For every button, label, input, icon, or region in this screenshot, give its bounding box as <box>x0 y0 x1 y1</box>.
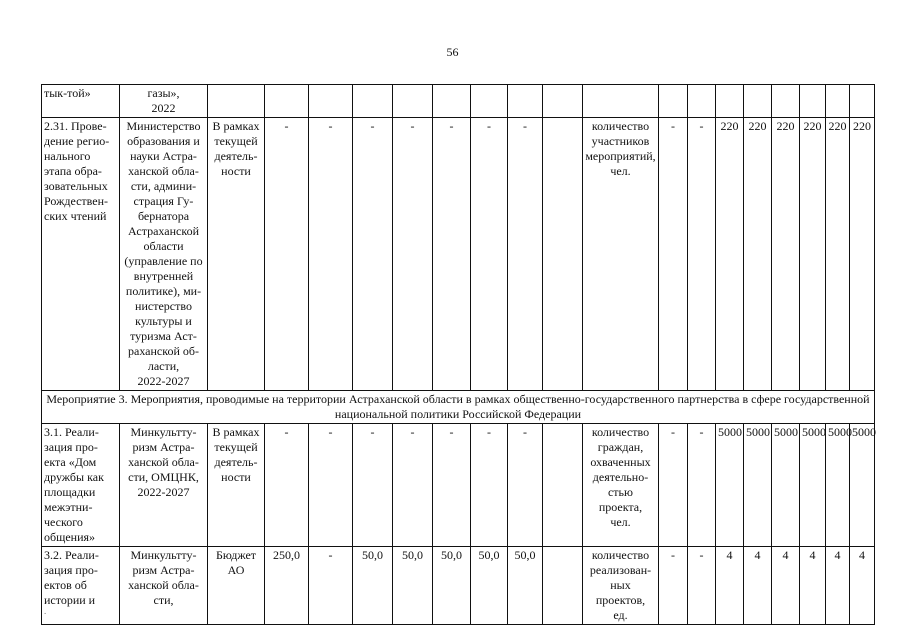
cell-finance: - <box>353 424 393 547</box>
cell-target: 5000 <box>772 424 800 547</box>
cell-finance: 50,0 <box>508 547 543 625</box>
cell-executor: Министерство образования и науки Астра- ханской обла- сти, админи- страция Гу- бернатора Астраханской области (управление по внутренней политике), ми- нистерство культуры и туризма Аст- раханской об- ласти, 2022-2027 <box>120 118 208 391</box>
cell-target: 220 <box>850 118 875 391</box>
cell-finance: 50,0 <box>471 547 508 625</box>
cell-base: - <box>659 118 688 391</box>
cell-target: 4 <box>716 547 744 625</box>
cell-finance: 50,0 <box>353 547 393 625</box>
cell-executor: Минкультту- ризм Астра- ханской обла- сти, ОМЦНК, 2022-2027 <box>120 424 208 547</box>
cell-indicator: количество участников мероприятий, чел. <box>583 118 659 391</box>
cell-name: 3.2. Реали- зация про- ектов об истории и <box>42 547 120 625</box>
cell-executor: газы», 2022 <box>120 85 208 118</box>
table-row-3-1 <box>42 424 875 547</box>
cell-target: 220 <box>772 118 800 391</box>
cell-finance: - <box>393 118 433 391</box>
cell-finance: - <box>508 118 543 391</box>
cell-target: 4 <box>744 547 772 625</box>
cell-finance: - <box>309 547 353 625</box>
cell-target: 4 <box>800 547 826 625</box>
table-row-3-2 <box>42 547 875 625</box>
cell-finance: - <box>309 424 353 547</box>
cell-finance: - <box>265 424 309 547</box>
cell-name: тык-той» <box>42 85 120 118</box>
cell-name: 3.1. Реали- зация про- екта «Дом дружбы как площадки межэтни- ческого общения» <box>42 424 120 547</box>
cell-finance: - <box>393 424 433 547</box>
cell-finance: - <box>353 118 393 391</box>
cell-target: 4 <box>772 547 800 625</box>
cell-target: 4 <box>826 547 850 625</box>
cell-finance: - <box>309 118 353 391</box>
scan-mark: . <box>44 606 47 616</box>
cell-source: Бюджет АО <box>208 547 265 625</box>
cell-finance: - <box>508 424 543 547</box>
cell-base: - <box>659 424 688 547</box>
cell-finance: 50,0 <box>433 547 471 625</box>
cell-source: В рамках текущей деятель- ности <box>208 424 265 547</box>
cell-finance: - <box>471 118 508 391</box>
cell-finance: - <box>433 118 471 391</box>
section-heading-row <box>42 391 875 424</box>
cell-finance: 50,0 <box>393 547 433 625</box>
cell-target: 5000 <box>800 424 826 547</box>
cell-target: 4 <box>850 547 875 625</box>
cell-target: 5000 <box>850 424 875 547</box>
cell-target: 5000 <box>826 424 850 547</box>
cell-finance: - <box>471 424 508 547</box>
cell-finance: - <box>265 118 309 391</box>
cell-target: 5000 <box>744 424 772 547</box>
cell-indicator: количество граждан, охваченных деятельно- стью проекта, чел. <box>583 424 659 547</box>
cell-executor: Минкультту- ризм Астра- ханской обла- сти, <box>120 547 208 625</box>
cell-target: 220 <box>800 118 826 391</box>
cell-base: - <box>659 547 688 625</box>
cell-base: - <box>688 547 716 625</box>
page-number: 56 <box>446 45 459 59</box>
cell-base: - <box>688 118 716 391</box>
cell-target: 5000 <box>716 424 744 547</box>
cell-target: 220 <box>826 118 850 391</box>
cell-target: 220 <box>716 118 744 391</box>
table-row-continuation <box>42 85 875 118</box>
cell-indicator: количество реализован- ных проектов, ед. <box>583 547 659 625</box>
cell-finance: - <box>433 424 471 547</box>
cell-target: 220 <box>744 118 772 391</box>
section-heading: Мероприятие 3. Мероприятия, проводимые на территории Астраханской области в рамках общественно-государственного партнерства в сфере государственной национальной политики Российской Федерации <box>42 391 875 424</box>
cell-name: 2.31. Прове- дение регио- нального этапа обра- зовательных Рождествен- ских чтений <box>42 118 120 391</box>
program-table <box>41 84 875 625</box>
table-row-2-31 <box>42 118 875 391</box>
cell-base: - <box>688 424 716 547</box>
cell-source: В рамках текущей деятель- ности <box>208 118 265 391</box>
cell-finance: 250,0 <box>265 547 309 625</box>
